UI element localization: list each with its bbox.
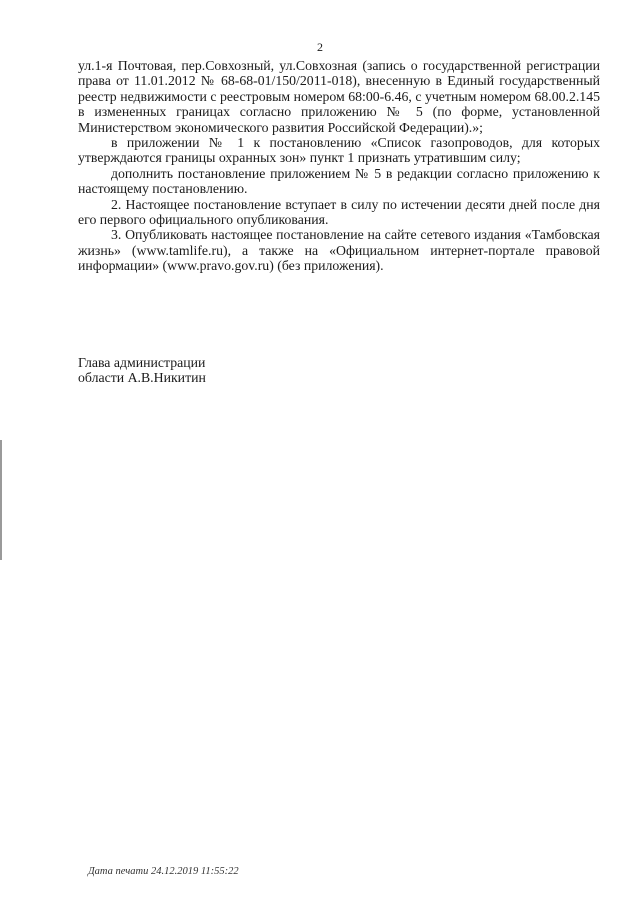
document-body: [78, 58, 600, 274]
paragraph-entry-into-force: 2. Настоящее постановление вступает в силу по истечении десяти дней после дня его первого официального опубликования.: [78, 196, 600, 228]
signatory-title: Глава администрации: [78, 355, 206, 370]
paragraph-continuation: ул.1-я Почтовая, пер.Совхозный, ул.Совхозная (запись о государственной регистрации права от 11.01.2012 № 68-68-01/150/2011-018), внесенную в Единый государственный реестр недвижимости с реестровым номером 68:00-6.46, с учетным номером 68.00.2.145 в измененных границах согласно приложению № 5 (по форме, установленной Министерством экономического развития Российской Федерации).»;: [78, 58, 600, 135]
signature-block: [78, 355, 206, 386]
paragraph-publication: 3. Опубликовать настоящее постановление на сайте сетевого издания «Тамбовская жизнь» (www.tamlife.ru), а также на «Официальном интернет-портале правовой информации» (www.pravo.gov.ru) (без приложения).: [78, 227, 600, 274]
scan-edge-mark: [0, 440, 2, 560]
print-date-footer: Дата печати 24.12.2019 11:55:22: [88, 866, 239, 877]
page-number: 2: [317, 40, 323, 54]
signatory-name: области А.В.Никитин: [78, 370, 206, 386]
paragraph-appendix-1-amendment: в приложении № 1 к постановлению «Список газопроводов, для которых утверждаются границы охранных зон» пункт 1 признать утратившим силу;: [78, 135, 600, 166]
paragraph-appendix-5-addition: дополнить постановление приложением № 5 в редакции согласно приложению к настоящему постановлению.: [78, 165, 600, 197]
